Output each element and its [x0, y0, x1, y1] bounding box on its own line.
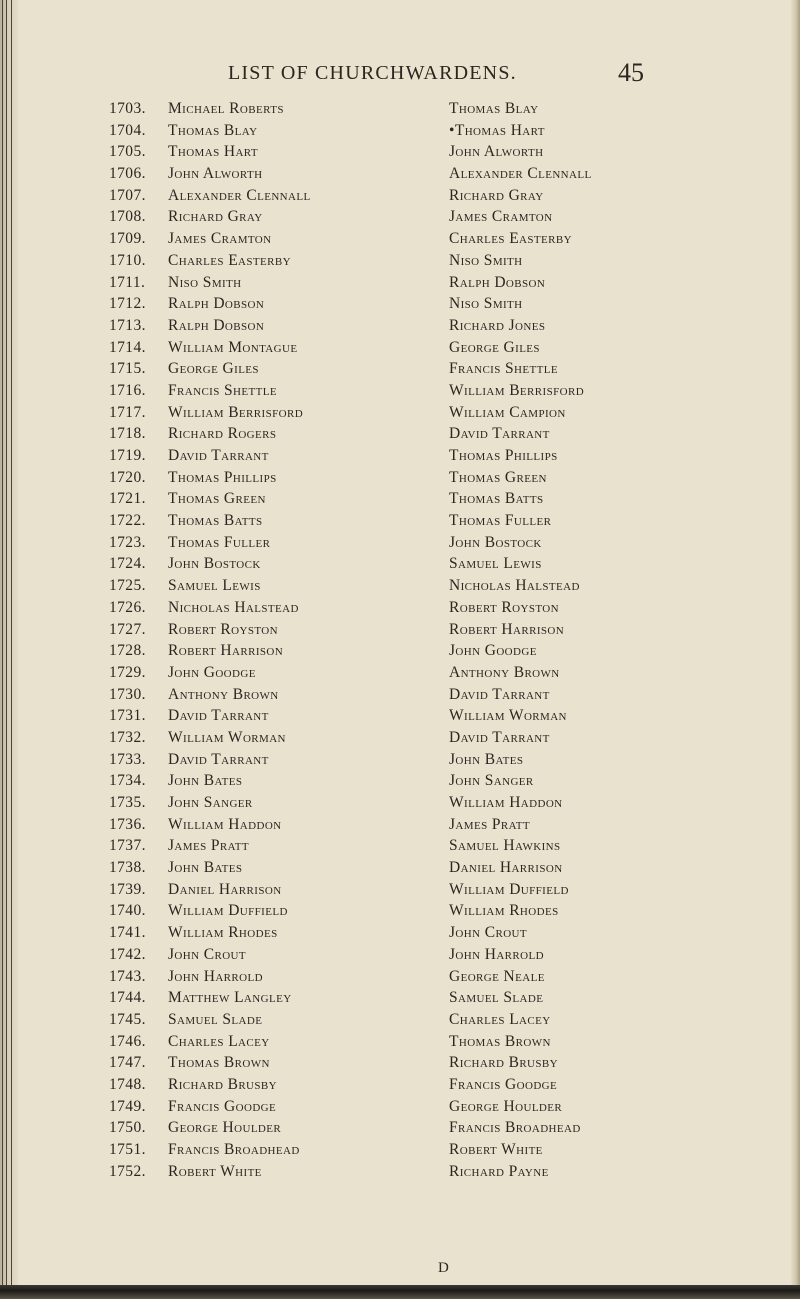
list-item	[0, 230, 800, 252]
year-label: 1727.	[109, 620, 146, 638]
list-item	[0, 187, 800, 209]
list-item	[0, 274, 800, 296]
list-item	[0, 902, 800, 924]
first-warden: John Bostock	[168, 555, 261, 573]
year-label: 1708.	[109, 208, 146, 226]
first-warden: Francis Broadhead	[168, 1141, 300, 1158]
year-label: 1738.	[109, 859, 146, 877]
year-label: 1717.	[109, 403, 146, 421]
second-warden: Thomas Blay	[449, 100, 539, 117]
second-warden: Richard Payne	[449, 1162, 549, 1180]
list-item	[0, 490, 800, 512]
year-label: 1734.	[109, 772, 146, 790]
second-warden: George Houlder	[449, 1097, 563, 1115]
second-warden: John Sanger	[449, 772, 534, 790]
year-label: 1726.	[109, 598, 146, 616]
list-item	[0, 1098, 800, 1120]
list-item	[0, 317, 800, 339]
first-warden: Ralph Dobson	[168, 316, 265, 334]
first-warden: William Montague	[168, 338, 298, 356]
second-warden: David Tarrant	[449, 425, 550, 443]
second-warden: Thomas Fuller	[449, 512, 552, 530]
list-item	[0, 122, 800, 144]
year-label: 1714.	[109, 338, 146, 356]
list-item	[0, 252, 800, 274]
list-item	[0, 1076, 800, 1098]
second-warden: John Goodge	[449, 642, 537, 660]
second-warden: Anthony Brown	[449, 663, 560, 681]
first-warden: John Bates	[168, 772, 243, 790]
year-label: 1729.	[109, 663, 146, 681]
first-warden: Samuel Lewis	[168, 577, 261, 595]
list-item	[0, 534, 800, 556]
first-warden: Alexander Clennall	[168, 186, 311, 204]
list-item	[0, 404, 800, 426]
first-warden: John Alworth	[168, 165, 263, 183]
first-warden: Ralph Dobson	[168, 295, 265, 313]
list-item	[0, 577, 800, 599]
year-label: 1713.	[109, 316, 146, 334]
first-warden: Charles Lacey	[168, 1032, 270, 1050]
page-bottom-edge	[0, 1285, 800, 1299]
first-warden: William Berrisford	[168, 403, 304, 421]
year-label: 1728.	[109, 642, 146, 660]
first-warden: William Haddon	[168, 815, 282, 833]
first-warden: James Cramton	[168, 230, 272, 248]
first-warden: Thomas Blay	[168, 121, 258, 139]
list-item	[0, 208, 800, 230]
list-item	[0, 425, 800, 447]
second-warden: David Tarrant	[449, 728, 550, 746]
second-warden: Francis Shettle	[449, 360, 558, 378]
second-warden: William Campion	[449, 403, 566, 421]
second-warden: John Harrold	[449, 945, 544, 963]
year-label: 1704.	[109, 121, 146, 139]
year-label: 1720.	[109, 468, 146, 486]
signature-mark: D	[438, 1260, 449, 1276]
first-warden: Thomas Batts	[168, 512, 263, 530]
year-label: 1712.	[109, 295, 146, 313]
list-item	[0, 382, 800, 404]
year-label: 1745.	[109, 1010, 146, 1028]
second-warden: John Crout	[449, 924, 528, 942]
year-label: 1751.	[109, 1141, 146, 1158]
year-label: 1735.	[109, 794, 146, 811]
second-warden: John Bates	[449, 750, 524, 768]
second-warden: William Rhodes	[449, 902, 559, 920]
second-warden: Robert Royston	[449, 598, 559, 616]
year-label: 1737.	[109, 837, 146, 855]
year-label: 1724.	[109, 555, 146, 573]
first-warden: William Duffield	[168, 902, 288, 920]
second-warden: Samuel Lewis	[449, 555, 542, 573]
first-warden: Daniel Harrison	[168, 880, 282, 898]
first-warden: William Rhodes	[168, 924, 278, 942]
first-warden: Samuel Slade	[168, 1010, 263, 1028]
second-warden: Niso Smith	[449, 251, 523, 269]
second-warden: William Worman	[449, 707, 567, 725]
year-label: 1710.	[109, 251, 146, 269]
second-warden: Ralph Dobson	[449, 273, 546, 291]
page-title: LIST OF CHURCHWARDENS.	[228, 62, 517, 84]
year-label: 1703.	[109, 100, 146, 117]
list-item	[0, 664, 800, 686]
list-item	[0, 642, 800, 664]
first-warden: James Pratt	[168, 837, 249, 855]
list-item	[0, 794, 800, 816]
first-warden: Robert Harrison	[168, 642, 284, 660]
year-label: 1746.	[109, 1032, 146, 1050]
year-label: 1722.	[109, 512, 146, 530]
first-warden: Richard Rogers	[168, 425, 277, 443]
year-label: 1733.	[109, 750, 146, 768]
year-label: 1715.	[109, 360, 146, 378]
first-warden: Thomas Green	[168, 490, 266, 508]
second-warden: John Alworth	[449, 143, 544, 161]
list-item	[0, 621, 800, 643]
year-label: 1705.	[109, 143, 146, 161]
list-item	[0, 729, 800, 751]
second-warden: Richard Jones	[449, 316, 546, 334]
second-warden: Thomas Green	[449, 468, 547, 486]
second-warden: Francis Broadhead	[449, 1119, 581, 1137]
year-label: 1741.	[109, 924, 146, 942]
list-item	[0, 1054, 800, 1076]
second-warden: James Pratt	[449, 815, 530, 833]
first-warden: John Bates	[168, 859, 243, 877]
second-warden: Nicholas Halstead	[449, 577, 580, 595]
year-label: 1721.	[109, 490, 146, 508]
list-item	[0, 1033, 800, 1055]
year-label: 1736.	[109, 815, 146, 833]
second-warden: Richard Brusby	[449, 1054, 558, 1072]
list-item	[0, 512, 800, 534]
list-item	[0, 859, 800, 881]
year-label: 1719.	[109, 447, 146, 464]
second-warden: Robert White	[449, 1141, 543, 1158]
year-label: 1744.	[109, 989, 146, 1007]
first-warden: Matthew Langley	[168, 989, 292, 1007]
list-item	[0, 295, 800, 317]
second-warden: Alexander Clennall	[449, 165, 592, 183]
first-warden: Charles Easterby	[168, 251, 291, 269]
first-warden: David Tarrant	[168, 447, 269, 464]
year-label: 1739.	[109, 880, 146, 898]
year-label: 1747.	[109, 1054, 146, 1072]
first-warden: Thomas Hart	[168, 143, 259, 161]
list-item	[0, 881, 800, 903]
list-item	[0, 707, 800, 729]
page-number: 45	[618, 58, 644, 87]
year-label: 1748.	[109, 1075, 146, 1093]
second-warden: James Cramton	[449, 208, 553, 226]
first-warden: George Houlder	[168, 1119, 282, 1137]
churchwardens-list	[0, 100, 800, 1184]
list-item	[0, 599, 800, 621]
second-warden: Thomas Batts	[449, 490, 544, 508]
second-warden: William Berrisford	[449, 381, 585, 399]
year-label: 1732.	[109, 728, 146, 746]
first-warden: David Tarrant	[168, 750, 269, 768]
year-label: 1740.	[109, 902, 146, 920]
first-warden: John Sanger	[168, 794, 253, 811]
second-warden: Daniel Harrison	[449, 859, 563, 877]
first-warden: David Tarrant	[168, 707, 269, 725]
list-item	[0, 924, 800, 946]
first-warden: John Crout	[168, 945, 247, 963]
list-item	[0, 989, 800, 1011]
second-warden: William Duffield	[449, 880, 569, 898]
first-warden: Richard Gray	[168, 208, 263, 226]
year-label: 1723.	[109, 533, 146, 551]
first-warden: John Harrold	[168, 967, 263, 985]
list-item	[0, 555, 800, 577]
second-warden: Samuel Hawkins	[449, 837, 561, 855]
year-label: 1742.	[109, 945, 146, 963]
year-label: 1716.	[109, 381, 146, 399]
list-item	[0, 1163, 800, 1185]
second-warden: Niso Smith	[449, 295, 523, 313]
year-label: 1711.	[109, 273, 146, 291]
year-label: 1730.	[109, 685, 146, 703]
list-item	[0, 946, 800, 968]
first-warden: Michael Roberts	[168, 100, 284, 117]
list-item	[0, 1011, 800, 1033]
first-warden: Anthony Brown	[168, 685, 279, 703]
list-item	[0, 469, 800, 491]
first-warden: Niso Smith	[168, 273, 242, 291]
second-warden: William Haddon	[449, 794, 563, 811]
year-label: 1752.	[109, 1162, 146, 1180]
year-label: 1718.	[109, 425, 146, 443]
second-warden: •Thomas Hart	[449, 121, 545, 139]
year-label: 1725.	[109, 577, 146, 595]
list-item	[0, 165, 800, 187]
first-warden: Nicholas Halstead	[168, 598, 299, 616]
first-warden: John Goodge	[168, 663, 256, 681]
list-item	[0, 143, 800, 165]
list-item	[0, 100, 800, 122]
first-warden: Francis Goodge	[168, 1097, 277, 1115]
list-item	[0, 1119, 800, 1141]
year-label: 1707.	[109, 186, 146, 204]
year-label: 1750.	[109, 1119, 146, 1137]
list-item	[0, 686, 800, 708]
year-label: 1709.	[109, 230, 146, 248]
first-warden: Thomas Brown	[168, 1054, 270, 1072]
list-item	[0, 751, 800, 773]
second-warden: Thomas Brown	[449, 1032, 551, 1050]
list-item	[0, 968, 800, 990]
second-warden: Charles Lacey	[449, 1010, 551, 1028]
second-warden: George Giles	[449, 338, 540, 356]
list-item	[0, 447, 800, 469]
second-warden: John Bostock	[449, 533, 542, 551]
list-item	[0, 772, 800, 794]
first-warden: Robert Royston	[168, 620, 278, 638]
second-warden: Richard Gray	[449, 186, 544, 204]
list-item	[0, 1141, 800, 1163]
first-warden: Richard Brusby	[168, 1075, 277, 1093]
second-warden: David Tarrant	[449, 685, 550, 703]
page-header	[0, 58, 800, 96]
second-warden: Thomas Phillips	[449, 447, 558, 464]
first-warden: Francis Shettle	[168, 381, 277, 399]
first-warden: William Worman	[168, 728, 286, 746]
list-item	[0, 360, 800, 382]
first-warden: George Giles	[168, 360, 259, 378]
year-label: 1706.	[109, 165, 146, 183]
second-warden: Francis Goodge	[449, 1075, 558, 1093]
year-label: 1749.	[109, 1097, 146, 1115]
list-item	[0, 837, 800, 859]
year-label: 1743.	[109, 967, 146, 985]
first-warden: Thomas Fuller	[168, 533, 271, 551]
second-warden: George Neale	[449, 967, 545, 985]
first-warden: Robert White	[168, 1162, 262, 1180]
second-warden: Charles Easterby	[449, 230, 572, 248]
second-warden: Samuel Slade	[449, 989, 544, 1007]
first-warden: Thomas Phillips	[168, 468, 277, 486]
year-label: 1731.	[109, 707, 146, 725]
list-item	[0, 339, 800, 361]
second-warden: Robert Harrison	[449, 620, 565, 638]
list-item	[0, 816, 800, 838]
